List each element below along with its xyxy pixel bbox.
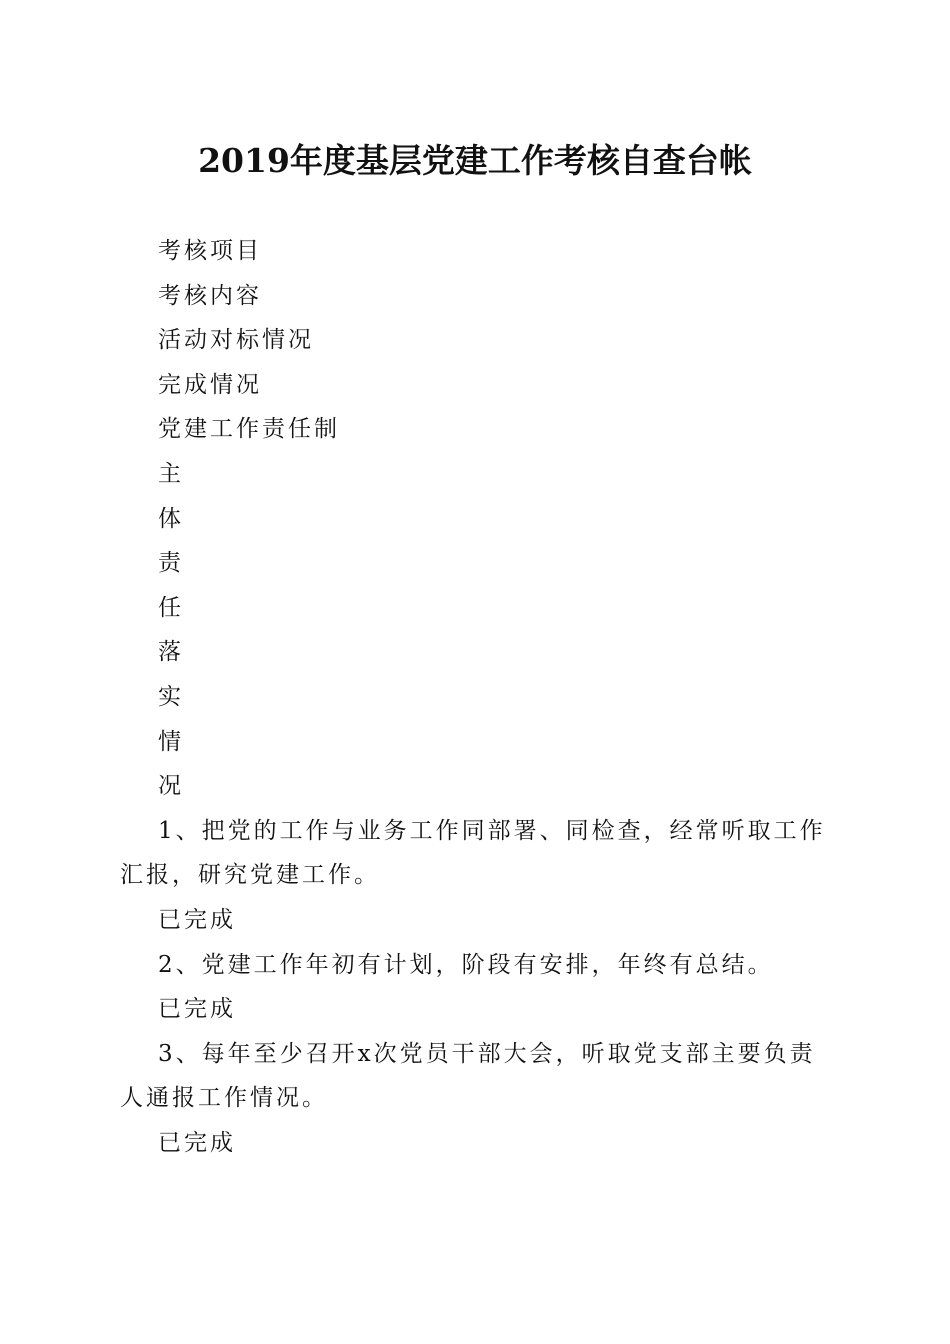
document-body — [120, 229, 830, 1165]
paragraph: 落 — [158, 639, 184, 666]
paragraph: 主 — [158, 460, 184, 487]
paragraph: 1、把党的工作与业务工作同部署、同检查，经常听取工作汇报，研究党建工作。 — [120, 817, 826, 889]
paragraph: 实 — [158, 683, 184, 710]
document-title: 2019年度基层党建工作考核自查台帐 — [198, 141, 752, 180]
paragraph: 考核内容 — [158, 282, 262, 309]
paragraph: 体 — [158, 505, 184, 532]
paragraph: 责 — [158, 550, 184, 577]
paragraph: 已完成 — [158, 1129, 236, 1156]
paragraph: 况 — [158, 773, 184, 800]
paragraph: 党建工作责任制 — [158, 416, 340, 443]
paragraph: 已完成 — [158, 906, 236, 933]
paragraph: 完成情况 — [158, 371, 262, 398]
paragraph: 任 — [158, 594, 184, 621]
paragraph: 活动对标情况 — [158, 327, 314, 354]
paragraph: 已完成 — [158, 996, 236, 1023]
paragraph: 考核项目 — [158, 238, 262, 264]
paragraph: 3、每年至少召开x次党员干部大会，听取党支部主要负责人通报工作情况。 — [120, 1040, 816, 1112]
paragraph: 情 — [158, 728, 184, 755]
paragraph: 2、党建工作年初有计划，阶段有安排，年终有总结。 — [158, 951, 774, 978]
